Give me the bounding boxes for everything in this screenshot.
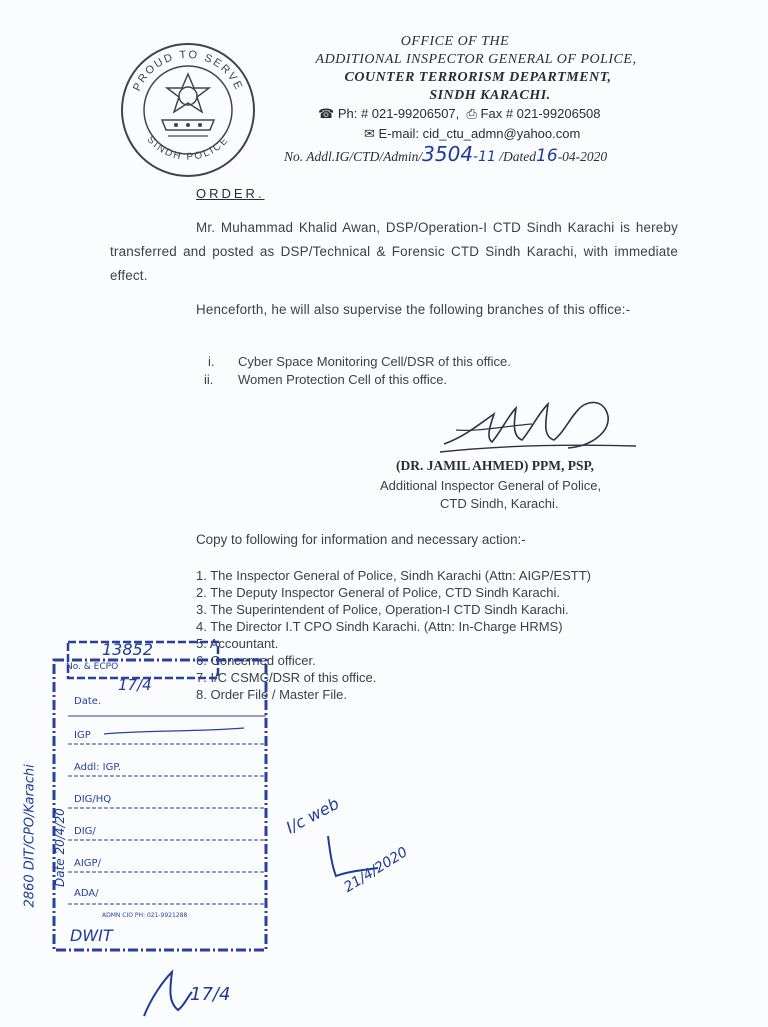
copy-item: 6. Concerned officer. <box>196 653 316 668</box>
signature <box>436 392 646 462</box>
reference-line <box>284 142 607 166</box>
side-note-text: 2860 DIT/CPO/Karachi <box>22 764 38 908</box>
sindh-police-logo <box>118 40 258 180</box>
annotation-date: 21/4/2020 <box>341 844 411 896</box>
stamp-row: Addl: IGP. <box>74 762 122 773</box>
stamp-number: 13852 <box>102 640 153 659</box>
branch-text: Women Protection Cell of this office. <box>238 372 448 387</box>
ref-prefix: No. Addl.IG/CTD/Admin/ <box>284 149 423 164</box>
stamp-footer: ADMN CIO PH: 021-9921288 <box>102 912 188 919</box>
date-rest: -04-2020 <box>557 149 608 164</box>
copy-item: 2. The Deputy Inspector General of Police, CTD Sindh Karachi. <box>196 585 560 600</box>
email-icon: ✉ <box>364 126 375 141</box>
receipt-stamp <box>44 638 276 960</box>
ref-suffix: -11 <box>473 149 496 165</box>
copy-item: 3. The Superintendent of Police, Operation-I CTD Sindh Karachi. <box>196 602 569 617</box>
signatory-title: Additional Inspector General of Police, <box>380 478 602 493</box>
stamp-row: IGP <box>74 730 91 741</box>
phone-icon: ☎ <box>318 106 335 121</box>
header-phone: Ph: # 021-99206507, <box>337 106 460 121</box>
bottom-scribble <box>138 966 198 1027</box>
copy-heading: Copy to following for information and necessary action:- <box>196 532 526 547</box>
copy-item: 8. Order File / Master File. <box>196 687 347 702</box>
ref-number: 3504 <box>422 142 474 166</box>
branch-number: i. <box>208 354 215 369</box>
header-contact-row <box>318 106 601 122</box>
signatory-name: (DR. JAMIL AHMED) PPM, PSP, <box>396 458 594 473</box>
order-paragraph-2: Henceforth, he will also supervise the following branches of this office:- <box>196 302 631 317</box>
stamp-initials: DWIT <box>70 926 113 945</box>
header-city-line: SINDH KARACHI. <box>429 88 551 103</box>
header-dept-line: COUNTER TERRORISM DEPARTMENT, <box>344 70 612 85</box>
annotation-ic-web: I/c web <box>282 793 343 838</box>
branch-item-2 <box>204 372 447 387</box>
side-note <box>0 700 67 930</box>
date-day: 16 <box>536 146 558 166</box>
order-paragraph-1: Mr. Muhammad Khalid Awan, DSP/Operation-I CTD Sindh Karachi is hereby transferred and posted as DSP/Technical & Forensic CTD Sindh Karachi, with immediate effect. <box>110 220 678 283</box>
side-note-date: Date 20/4/20 <box>53 808 67 887</box>
logo-bottom-text: SINDH POLICE <box>144 134 232 163</box>
copy-item: 4. The Director I.T CPO Sindh Karachi. (Attn: In-Charge HRMS) <box>196 619 563 634</box>
header-office-line: OFFICE OF THE <box>400 34 510 49</box>
branch-text: Cyber Space Monitoring Cell/DSR of this office. <box>238 354 511 369</box>
header-email: E-mail: cid_ctu_admn@yahoo.com <box>378 126 581 141</box>
stamp-office: No. & ECPO <box>66 662 119 672</box>
annotation-bottom: 17/4 <box>190 984 231 1005</box>
stamp-row: DIG/HQ <box>74 794 112 805</box>
stamp-date-label: Date. <box>74 696 102 707</box>
svg-text:SINDH POLICE <box>145 134 232 163</box>
copy-item: 1. The Inspector General of Police, Sindh Karachi (Attn: AIGP/ESTT) <box>196 568 592 583</box>
branch-item-1 <box>208 354 511 369</box>
logo-top-text: PROUD TO SERVE <box>130 48 246 94</box>
copy-item: 5. Accountant. <box>196 636 279 651</box>
branch-number: ii. <box>204 372 214 387</box>
fax-icon: ⎙ <box>466 106 477 121</box>
order-heading: ORDER. <box>196 186 265 201</box>
stamp-row: ADA/ <box>74 888 99 899</box>
stamp-row: DIG/ <box>74 826 96 837</box>
header-email-row <box>364 126 580 142</box>
signatory-location: CTD Sindh, Karachi. <box>440 496 559 511</box>
stamp-row: AIGP/ <box>74 858 101 869</box>
date-prefix: /Dated <box>499 149 537 164</box>
header-aig-line: ADDITIONAL INSPECTOR GENERAL OF POLICE, <box>315 52 637 67</box>
header-fax: Fax # 021-99206508 <box>480 106 601 121</box>
copy-item: 7. I/C CSMC/DSR of this office. <box>196 670 377 685</box>
stamp-date-value: 17/4 <box>118 676 152 694</box>
